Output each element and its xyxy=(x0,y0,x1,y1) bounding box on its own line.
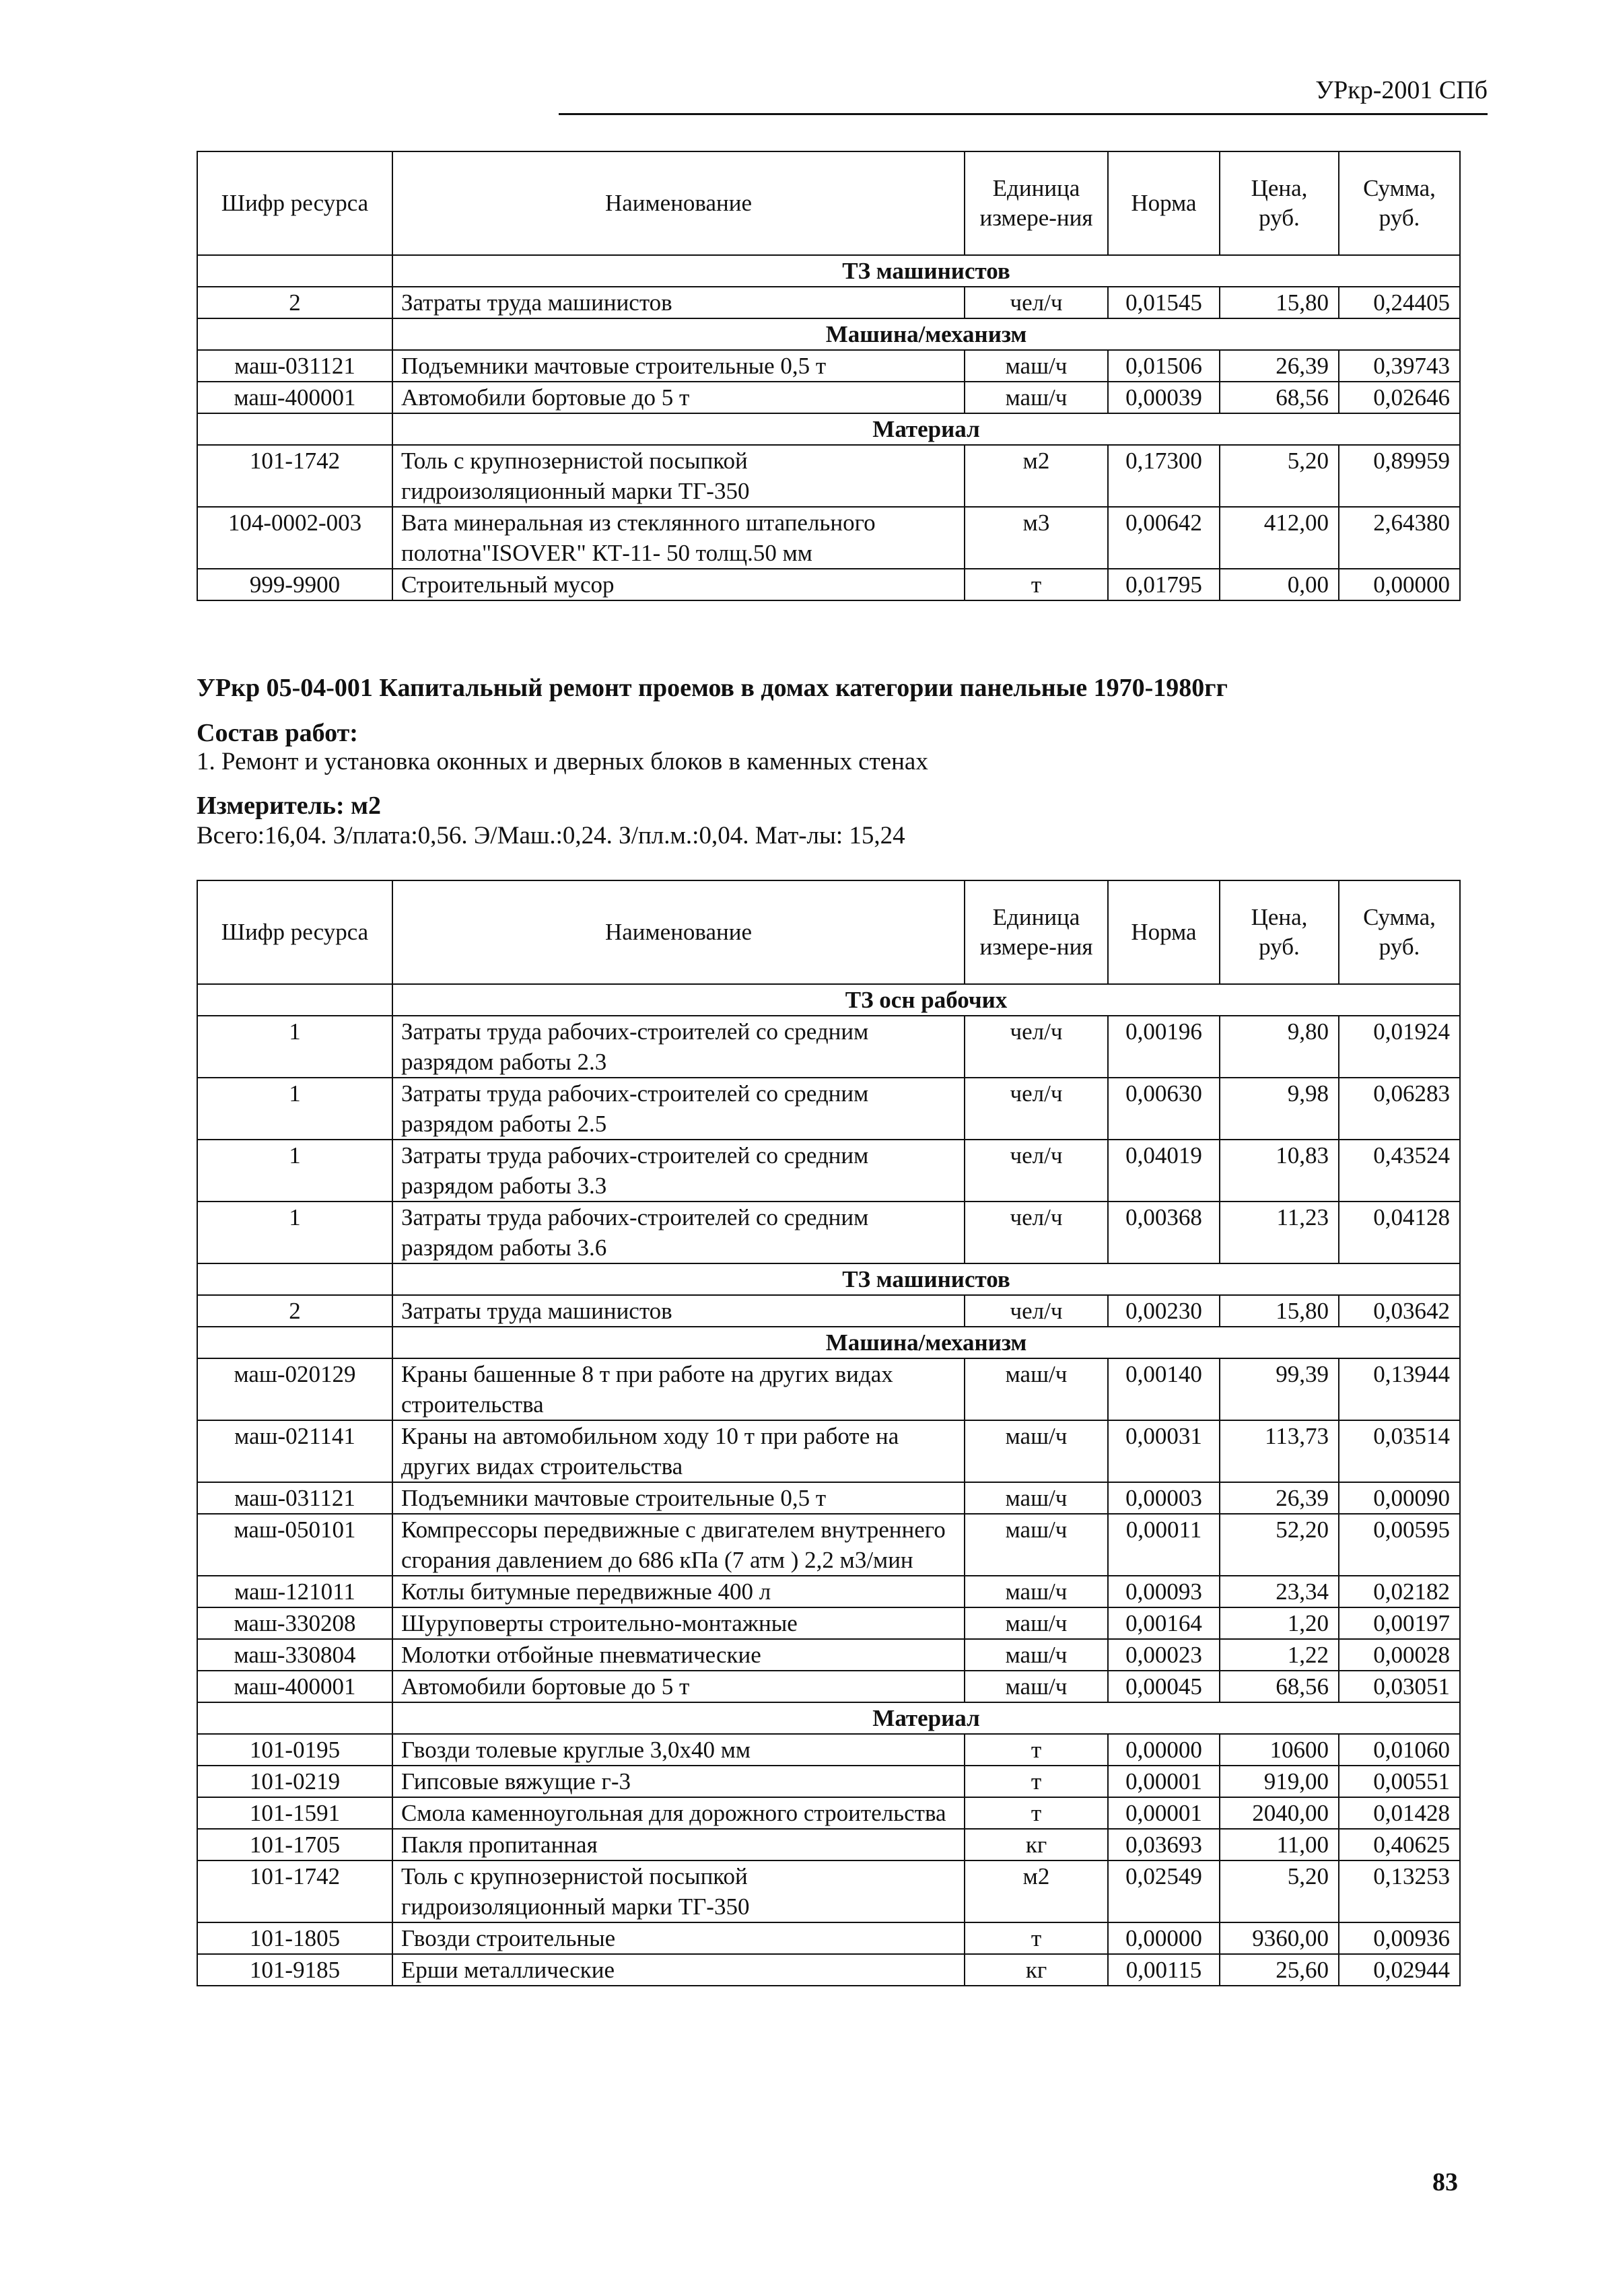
resource-name-cell: Толь с крупнозернистой посыпкой гидроизоляционный марки ТГ-350 xyxy=(392,445,965,507)
unit-cell: м2 xyxy=(965,1860,1108,1922)
table-row xyxy=(197,1358,1460,1420)
unit-cell: чел/ч xyxy=(965,287,1108,318)
price-cell: 68,56 xyxy=(1220,1671,1339,1702)
table-row xyxy=(197,1766,1460,1797)
norm-cell: 0,00000 xyxy=(1108,1734,1220,1766)
norm-cell: 0,01795 xyxy=(1108,569,1220,600)
table-row xyxy=(197,1140,1460,1202)
price-cell: 5,20 xyxy=(1220,445,1339,507)
section-row xyxy=(197,1263,1460,1295)
price-cell: 1,20 xyxy=(1220,1607,1339,1639)
composition-heading: Состав работ: xyxy=(197,719,358,747)
sum-cell: 0,40625 xyxy=(1339,1829,1460,1860)
norm-cell: 0,17300 xyxy=(1108,445,1220,507)
resource-code-cell: 101-1742 xyxy=(197,445,392,507)
sum-cell: 2,64380 xyxy=(1339,507,1460,569)
norm-cell: 0,00140 xyxy=(1108,1358,1220,1420)
resource-name-cell: Вата минеральная из стеклянного штапельного полотна"ISOVER" КТ-11- 50 толщ.50 мм xyxy=(392,507,965,569)
price-cell: 412,00 xyxy=(1220,507,1339,569)
sum-cell: 0,01060 xyxy=(1339,1734,1460,1766)
resource-code-cell: 101-0195 xyxy=(197,1734,392,1766)
resource-code-cell: 101-9185 xyxy=(197,1954,392,1986)
sum-cell: 0,43524 xyxy=(1339,1140,1460,1202)
table-row xyxy=(197,1295,1460,1327)
table-row xyxy=(197,1860,1460,1922)
unit-cell: маш/ч xyxy=(965,1639,1108,1671)
resource-code-cell: 999-9900 xyxy=(197,569,392,600)
col-header-code: Шифр ресурса xyxy=(197,151,392,255)
resource-code-cell: маш-031121 xyxy=(197,350,392,382)
sum-cell: 0,00595 xyxy=(1339,1514,1460,1576)
resource-name-cell: Затраты труда рабочих-строителей со средним разрядом работы 3.3 xyxy=(392,1140,965,1202)
norm-cell: 0,03693 xyxy=(1108,1829,1220,1860)
norm-cell: 0,00642 xyxy=(1108,507,1220,569)
price-cell: 1,22 xyxy=(1220,1639,1339,1671)
price-cell: 25,60 xyxy=(1220,1954,1339,1986)
composition-item: 1. Ремонт и установка оконных и дверных блоков в каменных стенах xyxy=(197,748,928,775)
price-cell: 15,80 xyxy=(1220,287,1339,318)
unit-cell: м2 xyxy=(965,445,1108,507)
resource-name-cell: Котлы битумные передвижные 400 л xyxy=(392,1576,965,1607)
sum-cell: 0,03514 xyxy=(1339,1420,1460,1482)
section-blank-cell xyxy=(197,1327,392,1358)
sum-cell: 0,24405 xyxy=(1339,287,1460,318)
table-row xyxy=(197,1078,1460,1140)
sum-cell: 0,00000 xyxy=(1339,569,1460,600)
sum-cell: 0,89959 xyxy=(1339,445,1460,507)
section-row xyxy=(197,255,1460,287)
unit-cell: маш/ч xyxy=(965,350,1108,382)
section-heading: Материал xyxy=(392,1702,1460,1734)
price-cell: 919,00 xyxy=(1220,1766,1339,1797)
section-heading: Машина/механизм xyxy=(392,1327,1460,1358)
sum-cell: 0,00551 xyxy=(1339,1766,1460,1797)
price-cell: 10600 xyxy=(1220,1734,1339,1766)
resource-table-2 xyxy=(197,880,1461,1986)
norm-cell: 0,00001 xyxy=(1108,1766,1220,1797)
sum-cell: 0,00090 xyxy=(1339,1482,1460,1514)
table-row xyxy=(197,1734,1460,1766)
resource-code-cell: 2 xyxy=(197,1295,392,1327)
sum-cell: 0,01428 xyxy=(1339,1797,1460,1829)
unit-cell: т xyxy=(965,1734,1108,1766)
section-heading: ТЗ осн рабочих xyxy=(392,984,1460,1016)
norm-cell: 0,00630 xyxy=(1108,1078,1220,1140)
norm-cell: 0,00093 xyxy=(1108,1576,1220,1607)
price-cell: 113,73 xyxy=(1220,1420,1339,1482)
table-row xyxy=(197,1671,1460,1702)
unit-cell: чел/ч xyxy=(965,1140,1108,1202)
table-row xyxy=(197,1576,1460,1607)
norm-cell: 0,00196 xyxy=(1108,1016,1220,1078)
unit-cell: т xyxy=(965,1922,1108,1954)
resource-code-cell: 101-1705 xyxy=(197,1829,392,1860)
resource-code-cell: 1 xyxy=(197,1078,392,1140)
sum-cell: 0,13944 xyxy=(1339,1358,1460,1420)
table-row xyxy=(197,1202,1460,1263)
norm-cell: 0,00164 xyxy=(1108,1607,1220,1639)
table-row xyxy=(197,1420,1460,1482)
sum-cell: 0,00028 xyxy=(1339,1639,1460,1671)
resource-name-cell: Шуруповерты строительно-монтажные xyxy=(392,1607,965,1639)
unit-cell: чел/ч xyxy=(965,1078,1108,1140)
resource-name-cell: Затраты труда машинистов xyxy=(392,1295,965,1327)
table-row xyxy=(197,1954,1460,1986)
norm-cell: 0,00011 xyxy=(1108,1514,1220,1576)
table-row xyxy=(197,1922,1460,1954)
resource-name-cell: Ерши металлические xyxy=(392,1954,965,1986)
col-header-sum: Сумма, руб. xyxy=(1339,151,1460,255)
table-row xyxy=(197,1607,1460,1639)
unit-cell: кг xyxy=(965,1829,1108,1860)
unit-cell: маш/ч xyxy=(965,382,1108,413)
resource-name-cell: Подъемники мачтовые строительные 0,5 т xyxy=(392,1482,965,1514)
resource-name-cell: Гвозди толевые круглые 3,0х40 мм xyxy=(392,1734,965,1766)
col-header-sum: Сумма, руб. xyxy=(1339,880,1460,984)
table-row xyxy=(197,569,1460,600)
section-row xyxy=(197,318,1460,350)
resource-code-cell: маш-021141 xyxy=(197,1420,392,1482)
section-blank-cell xyxy=(197,255,392,287)
price-cell: 26,39 xyxy=(1220,1482,1339,1514)
resource-code-cell: маш-121011 xyxy=(197,1576,392,1607)
resource-code-cell: 101-1591 xyxy=(197,1797,392,1829)
table-row xyxy=(197,382,1460,413)
price-cell: 99,39 xyxy=(1220,1358,1339,1420)
table-row xyxy=(197,445,1460,507)
norm-cell: 0,00115 xyxy=(1108,1954,1220,1986)
unit-cell: м3 xyxy=(965,507,1108,569)
price-cell: 9,80 xyxy=(1220,1016,1339,1078)
resource-name-cell: Затраты труда рабочих-строителей со средним разрядом работы 3.6 xyxy=(392,1202,965,1263)
resource-code-cell: маш-330208 xyxy=(197,1607,392,1639)
unit-cell: чел/ч xyxy=(965,1016,1108,1078)
unit-cell: маш/ч xyxy=(965,1607,1108,1639)
resource-code-cell: 1 xyxy=(197,1202,392,1263)
section-title: УРкр 05-04-001 Капитальный ремонт проемов в домах категории панельные 1970-1980гг xyxy=(197,674,1228,702)
col-header-norm: Норма xyxy=(1108,880,1220,984)
resource-name-cell: Гвозди строительные xyxy=(392,1922,965,1954)
table-row xyxy=(197,1016,1460,1078)
price-cell: 23,34 xyxy=(1220,1576,1339,1607)
unit-cell: чел/ч xyxy=(965,1202,1108,1263)
sum-cell: 0,00936 xyxy=(1339,1922,1460,1954)
price-cell: 9360,00 xyxy=(1220,1922,1339,1954)
resource-code-cell: 101-0219 xyxy=(197,1766,392,1797)
resource-code-cell: маш-400001 xyxy=(197,382,392,413)
col-header-price: Цена, руб. xyxy=(1220,151,1339,255)
norm-cell: 0,02549 xyxy=(1108,1860,1220,1922)
page-number: 83 xyxy=(1432,2168,1458,2196)
resource-code-cell: маш-330804 xyxy=(197,1639,392,1671)
norm-cell: 0,00230 xyxy=(1108,1295,1220,1327)
price-cell: 2040,00 xyxy=(1220,1797,1339,1829)
price-cell: 52,20 xyxy=(1220,1514,1339,1576)
resource-name-cell: Компрессоры передвижные с двигателем внутреннего сгорания давлением до 686 кПа (7 атм ) 2,2 м3/мин xyxy=(392,1514,965,1576)
norm-cell: 0,00045 xyxy=(1108,1671,1220,1702)
section-blank-cell xyxy=(197,1263,392,1295)
col-header-unit: Единица измере-ния xyxy=(965,880,1108,984)
price-cell: 15,80 xyxy=(1220,1295,1339,1327)
unit-cell: кг xyxy=(965,1954,1108,1986)
resource-name-cell: Автомобили бортовые до 5 т xyxy=(392,1671,965,1702)
col-header-norm: Норма xyxy=(1108,151,1220,255)
sum-cell: 0,01924 xyxy=(1339,1016,1460,1078)
price-cell: 11,23 xyxy=(1220,1202,1339,1263)
resource-name-cell: Краны башенные 8 т при работе на других видах строительства xyxy=(392,1358,965,1420)
norm-cell: 0,00000 xyxy=(1108,1922,1220,1954)
table-row xyxy=(197,1829,1460,1860)
resource-code-cell: маш-400001 xyxy=(197,1671,392,1702)
resource-name-cell: Молотки отбойные пневматические xyxy=(392,1639,965,1671)
unit-cell: маш/ч xyxy=(965,1358,1108,1420)
resource-code-cell: 1 xyxy=(197,1016,392,1078)
resource-name-cell: Затраты труда рабочих-строителей со средним разрядом работы 2.3 xyxy=(392,1016,965,1078)
unit-cell: т xyxy=(965,1797,1108,1829)
sum-cell: 0,04128 xyxy=(1339,1202,1460,1263)
resource-name-cell: Гипсовые вяжущие г-3 xyxy=(392,1766,965,1797)
table-row xyxy=(197,287,1460,318)
section-row xyxy=(197,413,1460,445)
resource-code-cell: 101-1805 xyxy=(197,1922,392,1954)
unit-cell: т xyxy=(965,569,1108,600)
sum-cell: 0,02182 xyxy=(1339,1576,1460,1607)
sum-cell: 0,02646 xyxy=(1339,382,1460,413)
resource-code-cell: 101-1742 xyxy=(197,1860,392,1922)
norm-cell: 0,00039 xyxy=(1108,382,1220,413)
resource-code-cell: маш-050101 xyxy=(197,1514,392,1576)
sum-cell: 0,00197 xyxy=(1339,1607,1460,1639)
col-header-price: Цена, руб. xyxy=(1220,880,1339,984)
section-blank-cell xyxy=(197,1702,392,1734)
document-code: УРкр-2001 СПб xyxy=(1315,76,1488,104)
section-blank-cell xyxy=(197,318,392,350)
sum-cell: 0,03642 xyxy=(1339,1295,1460,1327)
table-row xyxy=(197,1639,1460,1671)
col-header-unit: Единица измере-ния xyxy=(965,151,1108,255)
table-row xyxy=(197,1797,1460,1829)
sum-cell: 0,03051 xyxy=(1339,1671,1460,1702)
measure-unit: Измеритель: м2 xyxy=(197,792,382,820)
unit-cell: маш/ч xyxy=(965,1576,1108,1607)
unit-cell: маш/ч xyxy=(965,1514,1108,1576)
col-header-name: Наименование xyxy=(392,151,965,255)
resource-name-cell: Краны на автомобильном ходу 10 т при работе на других видах строительства xyxy=(392,1420,965,1482)
resource-code-cell: 104-0002-003 xyxy=(197,507,392,569)
norm-cell: 0,01545 xyxy=(1108,287,1220,318)
price-cell: 9,98 xyxy=(1220,1078,1339,1140)
price-cell: 5,20 xyxy=(1220,1860,1339,1922)
col-header-code: Шифр ресурса xyxy=(197,880,392,984)
sum-cell: 0,13253 xyxy=(1339,1860,1460,1922)
resource-name-cell: Затраты труда машинистов xyxy=(392,287,965,318)
unit-cell: чел/ч xyxy=(965,1295,1108,1327)
resource-table-1 xyxy=(197,151,1461,601)
sum-cell: 0,06283 xyxy=(1339,1078,1460,1140)
price-cell: 11,00 xyxy=(1220,1829,1339,1860)
norm-cell: 0,00003 xyxy=(1108,1482,1220,1514)
col-header-name: Наименование xyxy=(392,880,965,984)
sum-cell: 0,02944 xyxy=(1339,1954,1460,1986)
resource-name-cell: Смола каменноугольная для дорожного строительства xyxy=(392,1797,965,1829)
table-row xyxy=(197,507,1460,569)
resource-name-cell: Подъемники мачтовые строительные 0,5 т xyxy=(392,350,965,382)
table-row xyxy=(197,1514,1460,1576)
header-rule xyxy=(559,113,1488,115)
price-cell: 0,00 xyxy=(1220,569,1339,600)
unit-cell: маш/ч xyxy=(965,1420,1108,1482)
resource-name-cell: Затраты труда рабочих-строителей со средним разрядом работы 2.5 xyxy=(392,1078,965,1140)
norm-cell: 0,00023 xyxy=(1108,1639,1220,1671)
norm-cell: 0,00001 xyxy=(1108,1797,1220,1829)
resource-name-cell: Строительный мусор xyxy=(392,569,965,600)
section-blank-cell xyxy=(197,413,392,445)
price-cell: 10,83 xyxy=(1220,1140,1339,1202)
unit-cell: т xyxy=(965,1766,1108,1797)
section-row xyxy=(197,1702,1460,1734)
resource-code-cell: маш-020129 xyxy=(197,1358,392,1420)
norm-cell: 0,04019 xyxy=(1108,1140,1220,1202)
resource-code-cell: 2 xyxy=(197,287,392,318)
resource-code-cell: маш-031121 xyxy=(197,1482,392,1514)
price-cell: 26,39 xyxy=(1220,350,1339,382)
norm-cell: 0,00031 xyxy=(1108,1420,1220,1482)
sum-cell: 0,39743 xyxy=(1339,350,1460,382)
section-heading: ТЗ машинистов xyxy=(392,255,1460,287)
section-heading: Машина/механизм xyxy=(392,318,1460,350)
section-blank-cell xyxy=(197,984,392,1016)
table-row xyxy=(197,1482,1460,1514)
resource-code-cell: 1 xyxy=(197,1140,392,1202)
resource-name-cell: Толь с крупнозернистой посыпкой гидроизоляционный марки ТГ-350 xyxy=(392,1860,965,1922)
resource-name-cell: Автомобили бортовые до 5 т xyxy=(392,382,965,413)
unit-cell: маш/ч xyxy=(965,1482,1108,1514)
table-row xyxy=(197,350,1460,382)
section-heading: ТЗ машинистов xyxy=(392,1263,1460,1295)
price-cell: 68,56 xyxy=(1220,382,1339,413)
norm-cell: 0,01506 xyxy=(1108,350,1220,382)
resource-name-cell: Пакля пропитанная xyxy=(392,1829,965,1860)
section-heading: Материал xyxy=(392,413,1460,445)
norm-cell: 0,00368 xyxy=(1108,1202,1220,1263)
section-row xyxy=(197,1327,1460,1358)
cost-totals: Всего:16,04. З/плата:0,56. Э/Маш.:0,24. З/пл.м.:0,04. Мат-лы: 15,24 xyxy=(197,822,905,849)
section-row xyxy=(197,984,1460,1016)
unit-cell: маш/ч xyxy=(965,1671,1108,1702)
